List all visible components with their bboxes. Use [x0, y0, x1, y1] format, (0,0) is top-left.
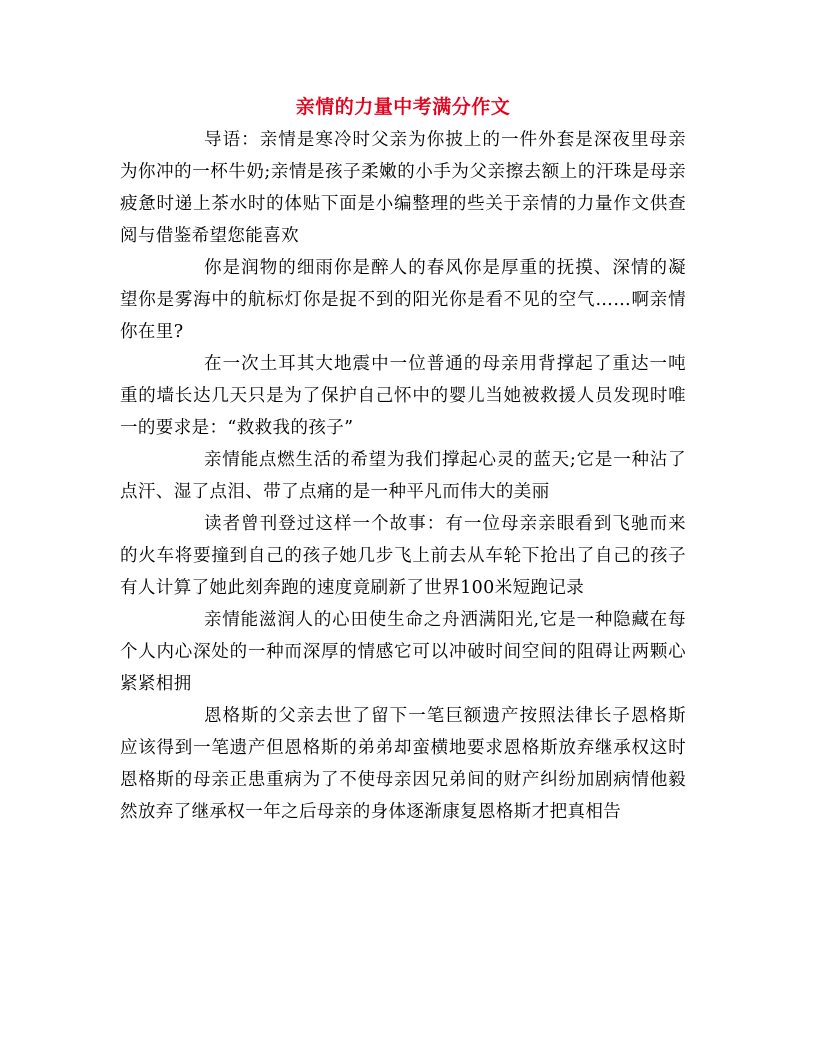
document-title: 亲情的力量中考满分作文 [295, 96, 511, 118]
paragraph-engels: 恩格斯的父亲去世了留下一笔巨额遗产按照法律长子恩格斯应该得到一笔遗产但恩格斯的弟弟却蛮横地要求恩格斯放弃继承权这时恩格斯的母亲正患重病为了不使母亲因兄弟间的财产纠纷加剧病情他毅然放弃了继承权一年之后母亲的身体逐渐康复恩格斯才把真相告 [120, 706, 686, 822]
paragraph-train-story: 读者曾刊登过这样一个故事：有一位母亲亲眼看到飞驰而来的火车将要撞到自己的孩子她几步飞上前去从车轮下抢出了自己的孩子有人计算了她此刻奔跑的速度竟刷新了世界100米短跑记录 [120, 514, 686, 598]
paragraph-earthquake: 在一次土耳其大地震中一位普通的母亲用背撑起了重达一吨重的墙长达几天只是为了保护自己怀中的婴儿当她被救援人员发现时唯一的要求是：“救救我的孩子” [120, 354, 686, 438]
paragraph-intro: 导语：亲情是寒冷时父亲为你披上的一件外套是深夜里母亲为你冲的一杯牛奶;亲情是孩子柔嫩的小手为父亲擦去额上的汗珠是母亲疲惫时递上茶水时的体贴下面是小编整理的些关于亲情的力量作文供查阅与借鉴希望您能喜欢 [120, 130, 686, 246]
document-page [120, 92, 686, 828]
paragraph-metaphors: 你是润物的细雨你是醉人的春风你是厚重的抚摸、深情的凝望你是雾海中的航标灯你是捉不到的阳光你是看不见的空气……啊亲情你在里? [120, 258, 686, 342]
paragraph-hope: 亲情能点燃生活的希望为我们撑起心灵的蓝天;它是一种沾了点汗、湿了点泪、带了点痛的是一种平凡而伟大的美丽 [120, 450, 686, 502]
paragraph-nourish: 亲情能滋润人的心田使生命之舟洒满阳光,它是一种隐藏在每个人内心深处的一种而深厚的情感它可以冲破时间空间的阻碍让两颗心紧紧相拥 [120, 610, 686, 694]
